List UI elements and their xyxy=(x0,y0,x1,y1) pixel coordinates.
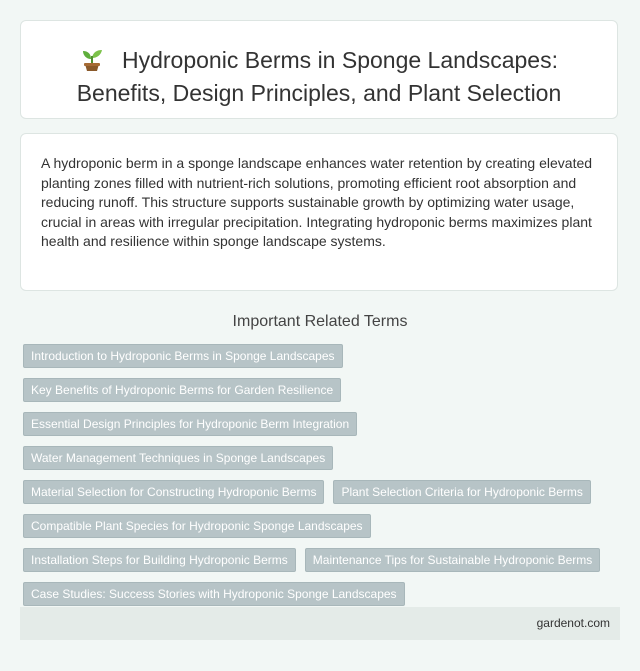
description-card xyxy=(20,133,618,291)
seedling-icon xyxy=(80,46,104,79)
title-card xyxy=(20,20,618,119)
related-term-tag[interactable]: Case Studies: Success Stories with Hydroponic Sponge Landscapes xyxy=(23,582,405,606)
related-term-tag[interactable]: Water Management Techniques in Sponge Landscapes xyxy=(23,446,333,470)
related-terms-heading: Important Related Terms xyxy=(232,313,408,330)
title-line-2: Benefits, Design Principles, and Plant Selection xyxy=(76,80,562,106)
related-term-tag[interactable]: Essential Design Principles for Hydroponic Berm Integration xyxy=(23,412,357,436)
related-terms-list xyxy=(23,344,623,616)
related-term-tag[interactable]: Key Benefits of Hydroponic Berms for Garden Resilience xyxy=(23,378,341,402)
related-term-tag[interactable]: Material Selection for Constructing Hydroponic Berms xyxy=(23,480,324,504)
footer xyxy=(20,607,620,640)
related-term-tag[interactable]: Introduction to Hydroponic Berms in Sponge Landscapes xyxy=(23,344,343,368)
related-term-tag[interactable]: Maintenance Tips for Sustainable Hydroponic Berms xyxy=(305,548,600,572)
related-term-tag[interactable]: Plant Selection Criteria for Hydroponic Berms xyxy=(333,480,590,504)
related-term-tag[interactable]: Compatible Plant Species for Hydroponic Sponge Landscapes xyxy=(23,514,371,538)
page-title xyxy=(21,21,617,108)
related-term-tag[interactable]: Installation Steps for Building Hydroponic Berms xyxy=(23,548,296,572)
footer-site-link[interactable]: gardenot.com xyxy=(536,616,610,630)
title-line-1: Hydroponic Berms in Sponge Landscapes: xyxy=(122,47,558,73)
description-text: A hydroponic berm in a sponge landscape enhances water retention by creating elevated planting zones filled with nutrient-rich solutions, promoting efficient root absorption and reducing runoff. This structure supports sustainable growth by optimizing water usage, crucial in areas with irregular precipitation. Integrating hydroponic berms maximizes plant health and resilience within sponge landscape systems. xyxy=(41,155,593,249)
